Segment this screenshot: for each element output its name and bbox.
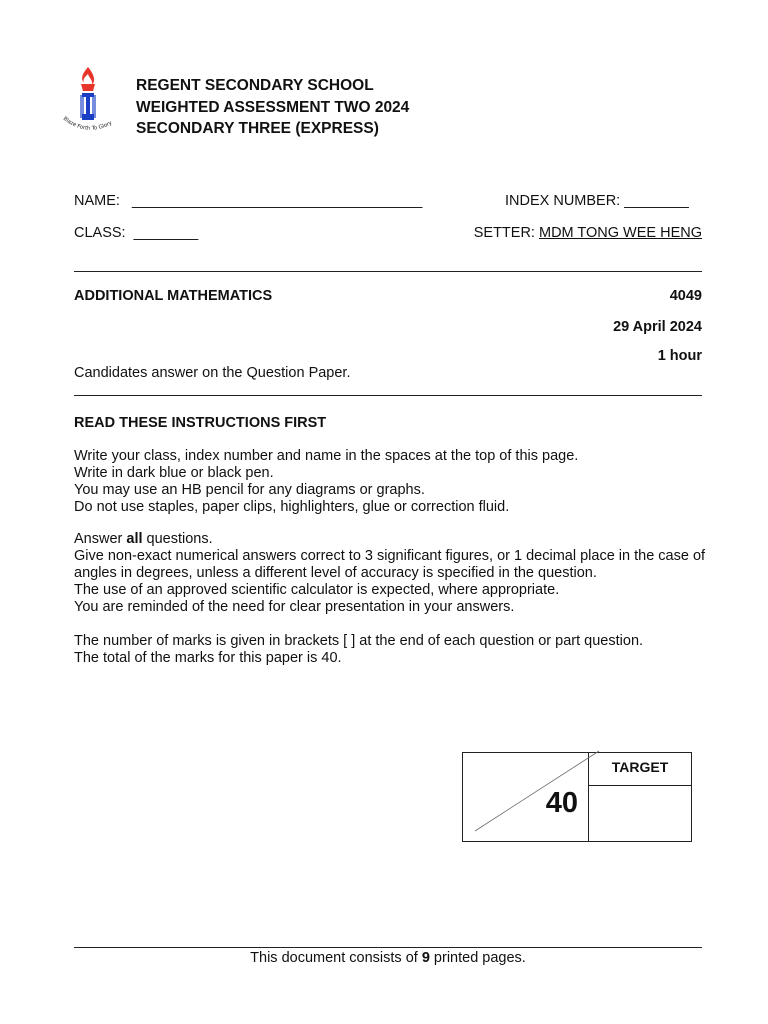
setter-name: MDM TONG WEE HENG: [539, 225, 702, 241]
answer-note: Candidates answer on the Question Paper.: [74, 365, 351, 381]
setter-label: SETTER:: [473, 225, 535, 241]
score-box: [462, 752, 692, 842]
name-field[interactable]: ____________________________________: [131, 193, 423, 209]
name-label: NAME:: [74, 193, 120, 209]
instruction-line: The number of marks is given in brackets [ ] at the end of each question or part question.: [74, 633, 644, 649]
divider: [74, 271, 702, 272]
divider: [74, 395, 702, 396]
class-field[interactable]: ________: [133, 225, 199, 241]
footer-prefix: This document consists of: [250, 950, 422, 966]
instructions-block-3: [74, 633, 714, 667]
svg-text:Blaze Forth To Glory: Blaze Forth To Glory: [61, 115, 114, 132]
school-crest-icon: [58, 64, 120, 142]
subject-title: ADDITIONAL MATHEMATICS: [74, 288, 273, 304]
instruction-line: Write in dark blue or black pen.: [74, 465, 274, 481]
footer-note: [0, 950, 768, 966]
instruction-line: You are reminded of the need for clear presentation in your answers.: [74, 599, 515, 615]
instruction-line: The use of an approved scientific calculator is expected, where appropriate.: [74, 582, 560, 598]
instruction-line: The total of the marks for this paper is 40.: [74, 650, 342, 666]
total-marks: 40: [545, 787, 578, 819]
index-row: [505, 192, 689, 210]
index-field[interactable]: ________: [624, 193, 689, 209]
school-header: [136, 75, 409, 140]
school-logo: [58, 64, 120, 142]
answer-suffix: questions.: [142, 531, 213, 547]
score-total-cell: [463, 753, 589, 841]
instruction-line: Write your class, index number and name in the spaces at the top of this page.: [74, 448, 579, 464]
index-label: INDEX NUMBER:: [505, 193, 621, 209]
assessment-title: WEIGHTED ASSESSMENT TWO 2024: [136, 98, 410, 116]
level-title: SECONDARY THREE (EXPRESS): [136, 120, 379, 137]
paper-code: 4049: [669, 288, 702, 304]
target-score-cell[interactable]: [589, 786, 691, 841]
answer-emphasis: all: [126, 531, 143, 547]
page-count: 9: [421, 950, 430, 966]
footer-suffix: printed pages.: [429, 950, 526, 966]
class-row: [74, 224, 198, 242]
exam-date: 29 April 2024: [613, 319, 702, 335]
instruction-line: [74, 531, 706, 548]
exam-duration: 1 hour: [657, 348, 702, 364]
footer-divider: [74, 947, 702, 948]
target-label: TARGET: [611, 759, 669, 775]
setter-row: [474, 224, 702, 242]
instruction-line: Give non-exact numerical answers correct to 3 significant figures, or 1 decimal place in the case of angles in degrees, unless a different level of accuracy is specified in the question.: [74, 548, 706, 581]
instructions-heading: READ THESE INSTRUCTIONS FIRST: [74, 415, 327, 431]
instruction-line: Do not use staples, paper clips, highlighters, glue or correction fluid.: [74, 499, 510, 515]
answer-prefix: Answer: [74, 531, 127, 547]
name-row: [74, 192, 422, 210]
instruction-line: You may use an HB pencil for any diagrams or graphs.: [74, 482, 425, 498]
school-name: REGENT SECONDARY SCHOOL: [136, 77, 374, 94]
instructions-block-1: [74, 448, 714, 516]
diagonal-line: [463, 753, 603, 843]
class-label: CLASS:: [74, 225, 126, 241]
instructions-block-2: [74, 531, 706, 616]
target-header-cell: [589, 753, 691, 786]
